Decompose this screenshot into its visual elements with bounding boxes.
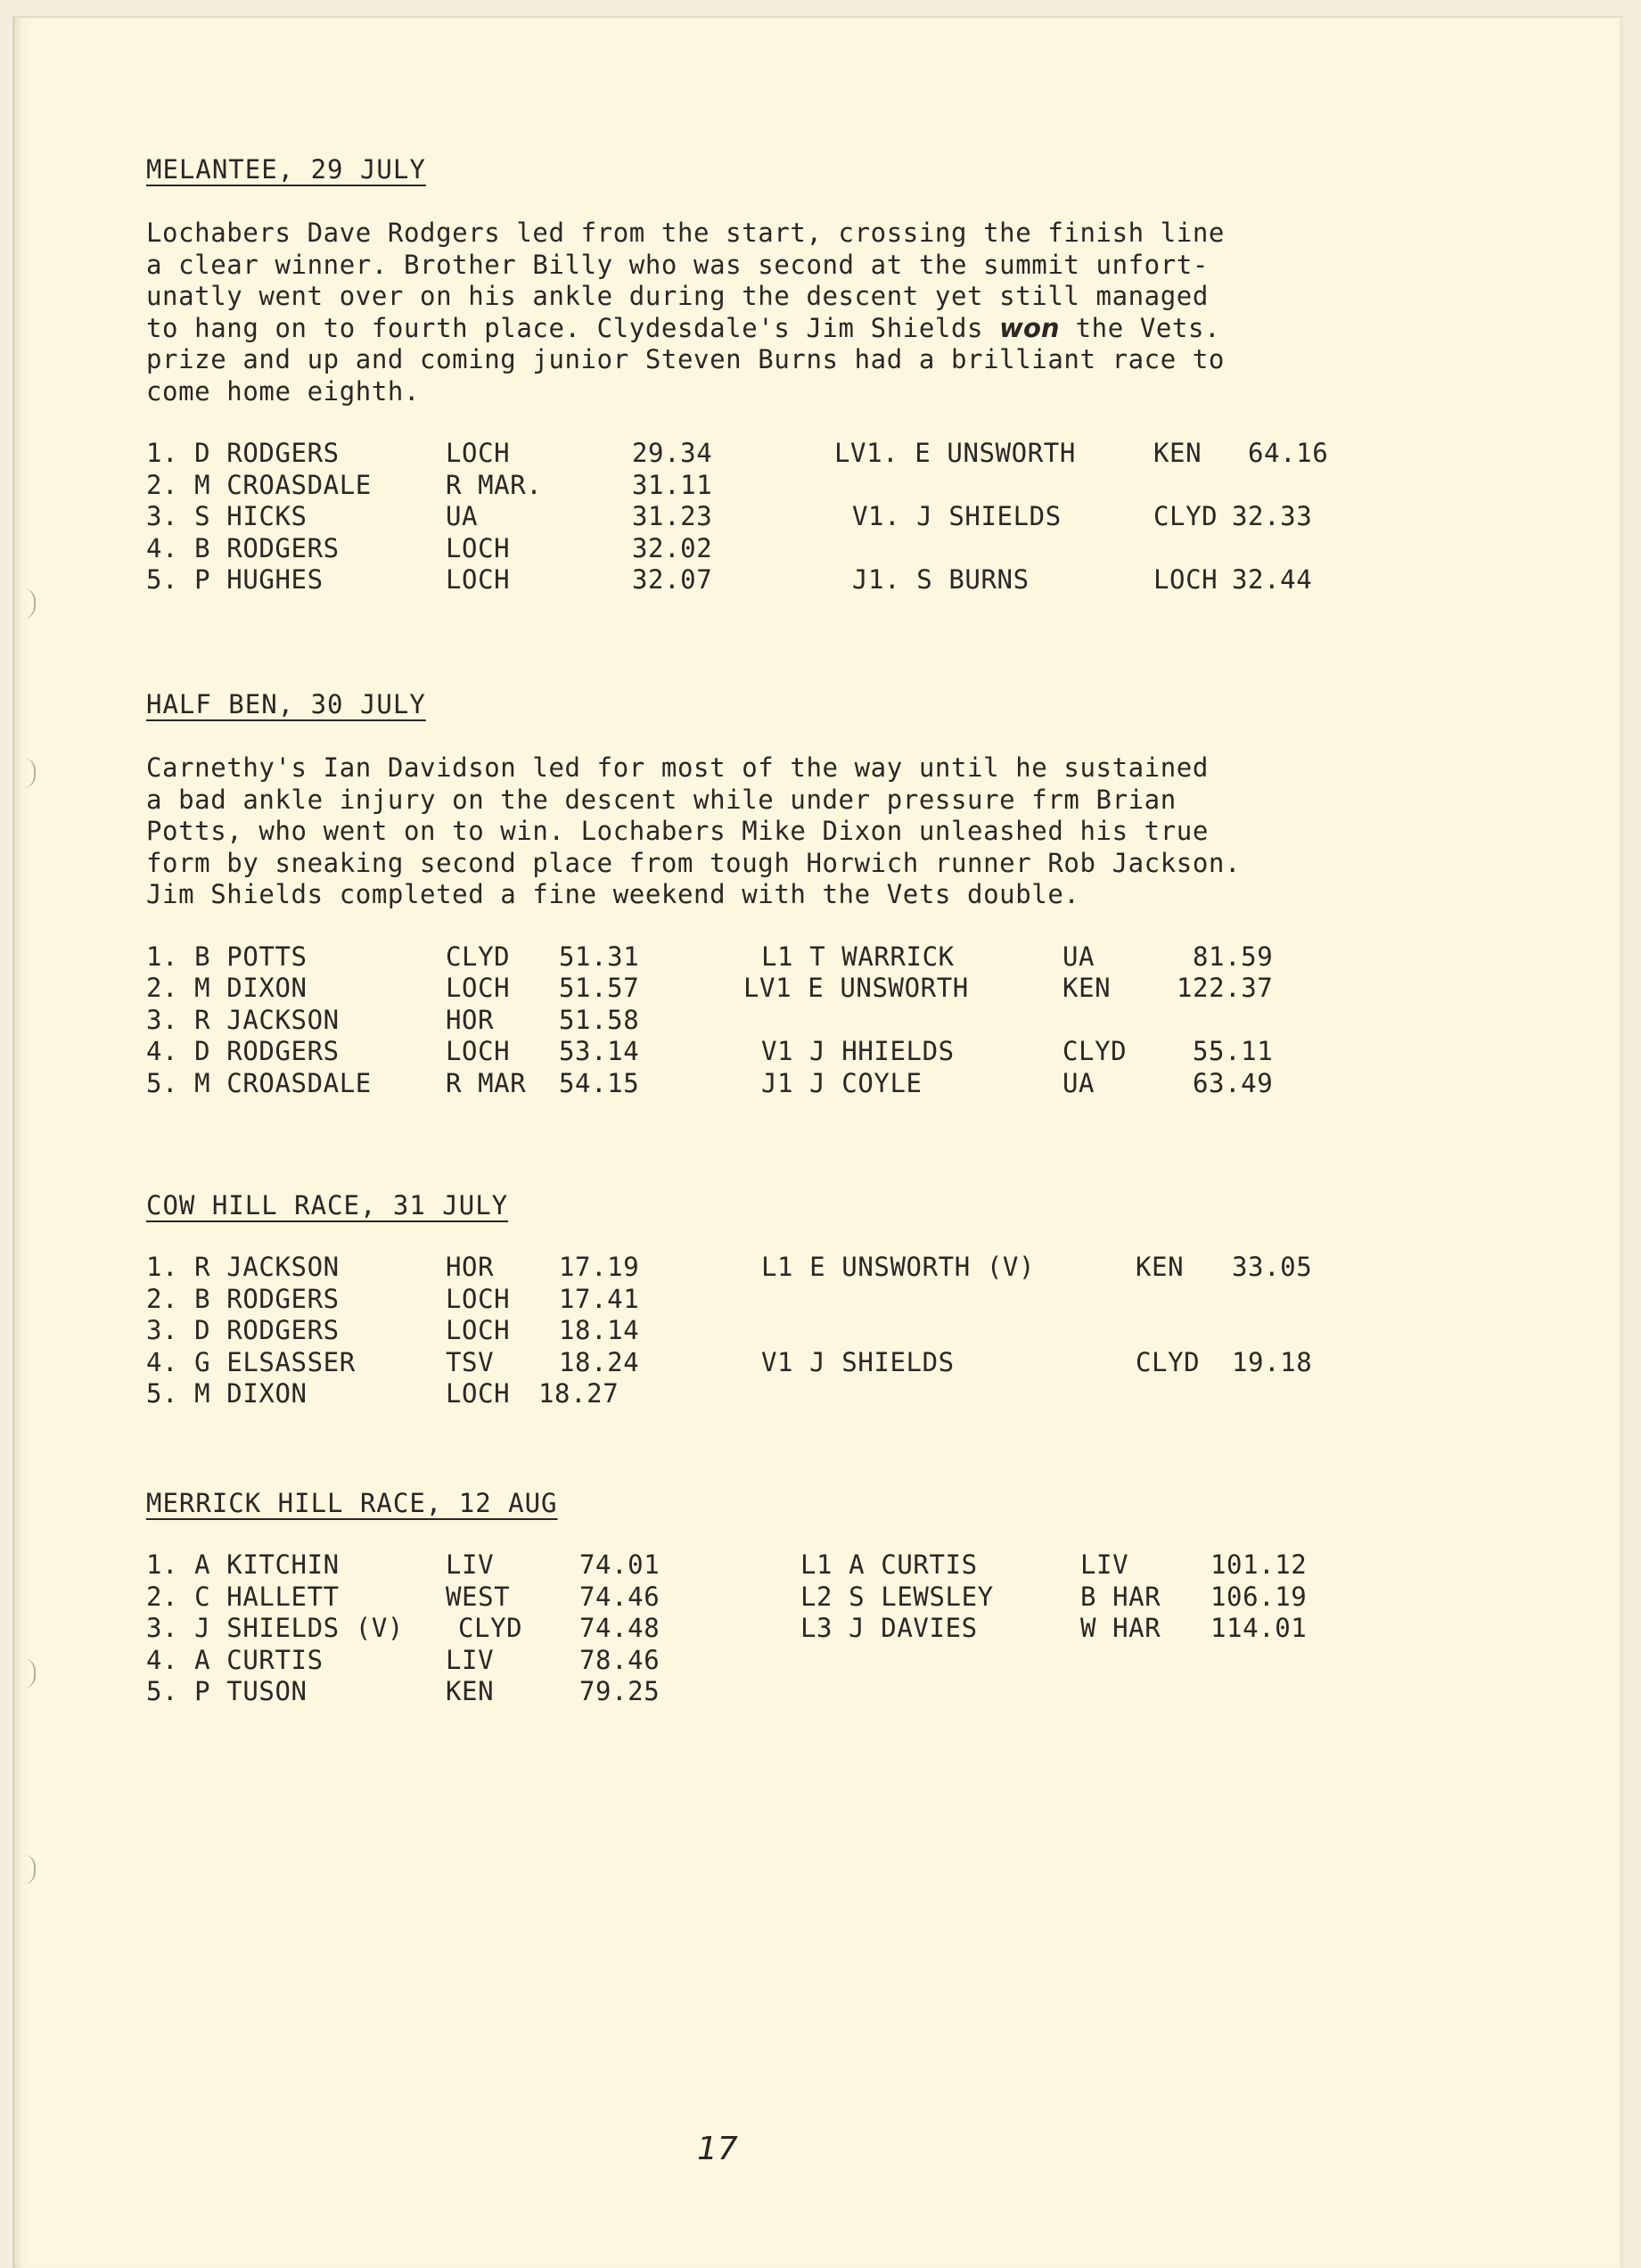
runner-time: 54.15 [559,1067,640,1098]
award-time: 55.11 [1193,1036,1274,1066]
runner-time: 51.31 [559,941,640,972]
award-time: 101.12 [1210,1549,1308,1580]
award-name: V1 J SHIELDS [761,1346,955,1377]
result-row [146,941,1448,974]
award-club: KEN [1063,973,1112,1003]
award-club: UA [1063,941,1095,972]
report-line: come home eighth. [146,375,421,407]
race-heading: HALF BEN, 30 JULY [146,689,426,719]
runner-club: TSV [446,1346,495,1377]
result-row [146,1378,1448,1410]
runner-time: 18.14 [559,1315,640,1345]
runner-name: 4. B RODGERS [146,532,340,563]
race-heading: MERRICK HILL RACE, 12 AUG [146,1488,558,1518]
binding-staple-mark [20,588,36,619]
runner-name: 2. B RODGERS [146,1283,340,1314]
results-table [146,941,1448,1100]
runner-time: 31.11 [632,469,713,500]
runner-time: 74.48 [579,1613,661,1643]
result-row [146,533,1448,565]
result-row [146,438,1448,470]
runner-club: LOCH [446,564,511,595]
result-row [146,1252,1448,1284]
report-line: Potts, who went on to win. Lochabers Mike Dixon unleashed his true [146,816,1209,846]
report-line: the Vets. [1075,312,1221,343]
award-time: 32.33 [1232,501,1313,531]
award-club: LOCH [1153,564,1218,595]
runner-name: 2. M CROASDALE [146,469,372,500]
award-club: KEN [1153,438,1202,468]
page-number: 17 [697,2131,738,2167]
runner-name: 3. D RODGERS [146,1315,340,1345]
result-row [146,501,1448,533]
runner-name: 1. R JACKSON [146,1252,340,1282]
award-name: V1 J HHIELDS [761,1036,955,1066]
runner-time: 32.02 [632,532,713,563]
runner-club: LOCH [446,438,511,468]
report-line: Jim Shields completed a fine weekend with the Vets double. [146,879,1080,909]
runner-club: LOCH [446,1315,511,1345]
report-line: unatly went over on his ankle during the descent yet still managed [146,281,1209,311]
report-line: form by sneaking second place from tough Horwich runner Rob Jackson. [146,847,1242,878]
runner-name: 3. J SHIELDS (V) [146,1613,404,1643]
runner-time: 29.34 [632,438,713,468]
runner-time: 32.07 [632,564,713,595]
award-name: J1 J COYLE [761,1067,923,1098]
result-row [146,1549,1448,1582]
runner-club: LOCH [446,532,511,563]
race-report [146,752,1448,911]
runner-time: 17.19 [559,1252,640,1282]
runner-name: 1. D RODGERS [146,438,340,468]
report-line: prize and up and coming junior Steven Burns had a brilliant race to [146,344,1225,374]
runner-name: 5. P HUGHES [146,564,324,595]
runner-club: LIV [446,1549,495,1580]
award-name: L1 A CURTIS [800,1549,978,1580]
runner-club: CLYD [458,1613,523,1643]
runner-club: LOCH [446,1036,511,1066]
runner-club: LOCH [446,1378,511,1409]
award-time: 114.01 [1210,1613,1308,1643]
award-club: CLYD [1136,1346,1201,1377]
runner-name: 1. A KITCHIN [146,1549,340,1580]
award-name: LV1. E UNSWORTH [834,438,1076,468]
result-row [146,1676,1448,1708]
award-name: V1. J SHIELDS [852,501,1062,531]
runner-club: WEST [446,1581,511,1612]
runner-name: 3. R JACKSON [146,1004,340,1035]
result-row [146,1284,1448,1316]
runner-club: HOR [446,1252,495,1282]
award-time: 122.37 [1177,973,1274,1003]
award-name: LV1 E UNSWORTH [743,973,969,1003]
award-name: L3 J DAVIES [800,1613,978,1643]
race-report [146,218,1448,407]
runner-club: UA [446,501,479,531]
sheet-edge-shadow [1618,18,1623,2268]
results-table [146,1549,1448,1708]
result-row [146,973,1448,1005]
race-section-merrick-hill [146,1487,1448,1708]
runner-time: 53.14 [559,1036,640,1066]
award-name: L1 E UNSWORTH (V) [761,1252,1036,1282]
award-time: 19.18 [1232,1346,1313,1377]
race-heading: MELANTEE, 29 JULY [146,154,426,185]
runner-name: 1. B POTTS [146,941,308,972]
result-row [146,1613,1448,1645]
award-name: J1. S BURNS [852,564,1030,595]
runner-time: 51.58 [559,1004,640,1035]
award-club: B HAR [1080,1581,1161,1612]
runner-time: 51.57 [559,973,640,1003]
runner-club: R MAR. [446,469,543,500]
runner-name: 5. P TUSON [146,1676,308,1706]
runner-time: 78.46 [579,1644,661,1675]
report-line: Carnethy's Ian Davidson led for most of the way until he sustained [146,752,1209,783]
award-club: CLYD [1063,1036,1128,1066]
runner-name: 3. S HICKS [146,501,308,531]
report-line: a clear winner. Brother Billy who was second at the summit unfort- [146,249,1209,280]
result-row [146,1315,1448,1347]
race-heading: COW HILL RACE, 31 JULY [146,1190,509,1220]
binding-staple-mark [20,1854,36,1885]
result-row [146,1036,1448,1068]
award-club: UA [1063,1067,1095,1098]
runner-name: 4. A CURTIS [146,1644,324,1675]
result-row [146,1068,1448,1100]
award-time: 32.44 [1232,564,1313,595]
result-row [146,470,1448,502]
runner-club: LOCH [446,1283,511,1314]
award-time: 33.05 [1232,1252,1313,1282]
results-table [146,438,1448,596]
report-line: to hang on to fourth place. Clydesdale's Jim Shields [146,312,984,343]
runner-club: HOR [446,1004,495,1035]
handwritten-correction: won [999,312,1060,343]
result-row [146,1005,1448,1037]
binding-staple-mark [20,1658,36,1689]
award-time: 63.49 [1193,1067,1274,1098]
runner-time: 17.41 [559,1283,640,1314]
runner-time: 18.24 [559,1346,640,1377]
award-club: KEN [1136,1252,1185,1282]
runner-club: R MAR [446,1067,527,1098]
award-name: L1 T WARRICK [761,941,955,972]
award-name: L2 S LEWSLEY [800,1581,994,1612]
race-section-cow-hill [146,1189,1448,1410]
runner-name: 2. C HALLETT [146,1581,340,1612]
runner-club: KEN [446,1676,495,1706]
runner-time: 79.25 [579,1676,661,1706]
race-section-half-ben [146,688,1448,1099]
runner-name: 4. G ELSASSER [146,1346,356,1377]
result-row [146,1582,1448,1614]
binding-staple-mark [20,758,36,788]
result-row [146,564,1448,596]
runner-time: 31.23 [632,501,713,531]
race-section-melantee [146,153,1448,596]
runner-club: LOCH [446,973,511,1003]
award-time: 81.59 [1193,941,1274,972]
results-table [146,1252,1448,1410]
runner-time: 18.27 [538,1378,619,1409]
runner-club: CLYD [446,941,511,972]
result-row [146,1645,1448,1677]
runner-time: 74.01 [579,1549,661,1580]
award-time: 64.16 [1248,438,1329,468]
report-line: Lochabers Dave Rodgers led from the start, crossing the finish line [146,218,1225,248]
award-time: 106.19 [1210,1581,1308,1612]
runner-name: 4. D RODGERS [146,1036,340,1066]
award-club: LIV [1080,1549,1129,1580]
award-club: CLYD [1153,501,1218,531]
runner-name: 5. M DIXON [146,1378,308,1409]
runner-name: 2. M DIXON [146,973,308,1003]
award-club: W HAR [1080,1613,1161,1643]
report-line: a bad ankle injury on the descent while under pressure frm Brian [146,784,1177,815]
runner-name: 5. M CROASDALE [146,1067,372,1098]
result-row [146,1347,1448,1379]
runner-time: 74.46 [579,1581,661,1612]
runner-club: LIV [446,1644,495,1675]
